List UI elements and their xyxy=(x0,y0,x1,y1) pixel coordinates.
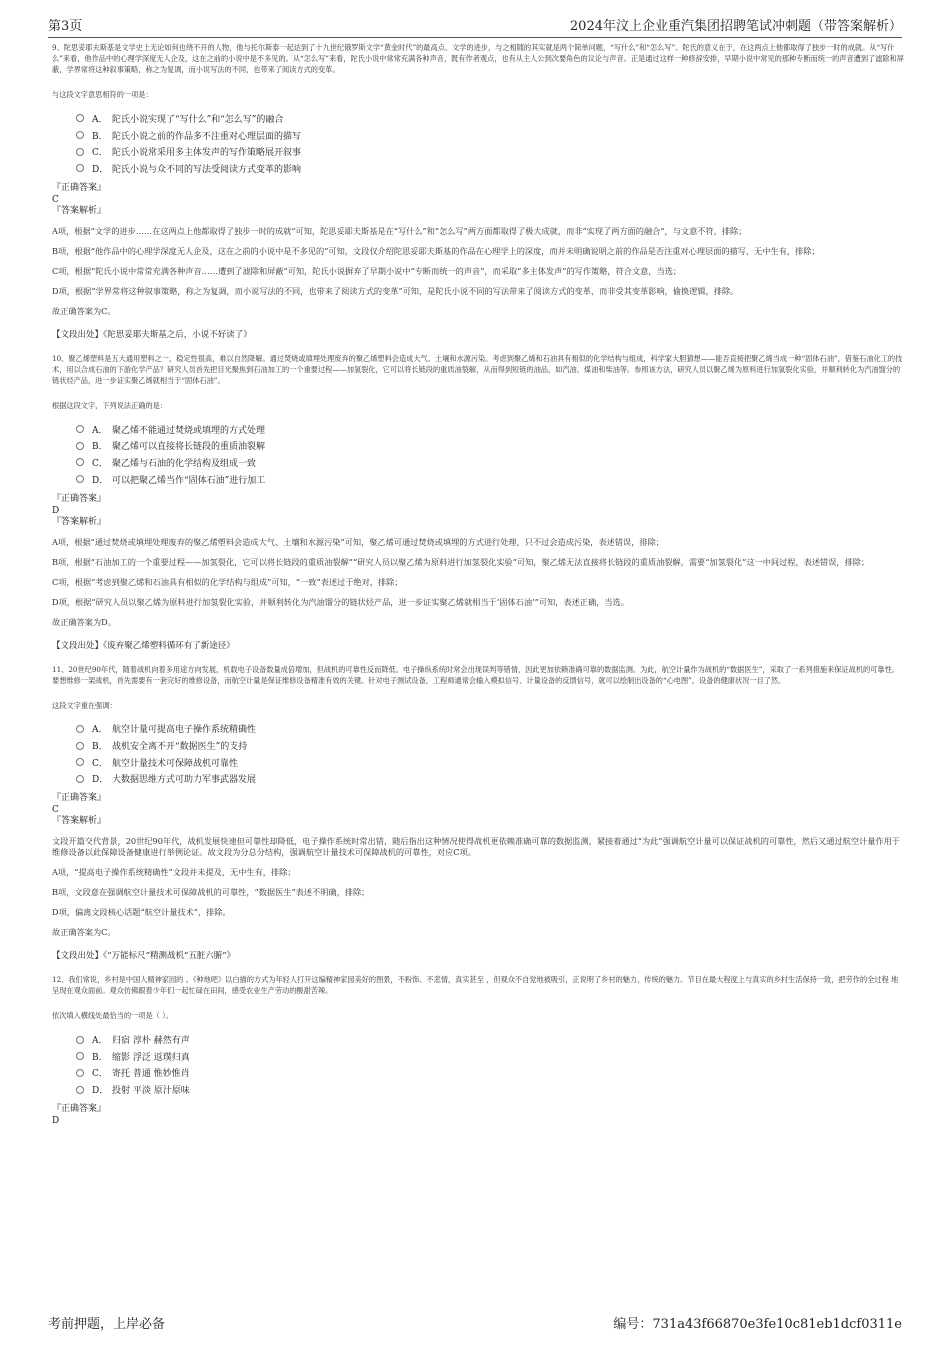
page-number: 第3页 xyxy=(48,19,83,34)
question-prompt: 与这段文字意思相符的一项是： xyxy=(52,90,153,99)
option-a[interactable]: A． 航空计量可提高电子操作系统精确性 xyxy=(76,721,905,738)
option-d[interactable]: D． 大数据思维方式可助力军事武器发展 xyxy=(76,771,905,788)
option-b[interactable]: B． 缩影 浮泛 返璞归真 xyxy=(76,1048,905,1065)
option-c[interactable]: C． 航空计量技术可保障战机可靠性 xyxy=(76,754,905,771)
question-10 xyxy=(52,353,905,652)
option-d[interactable]: D． 投射 平淡 原汁原味 xyxy=(76,1081,905,1098)
radio-icon[interactable] xyxy=(76,1069,84,1077)
explanation-line: B项，根据“石油加工的一个重要过程——加氢裂化，它可以将长链段的重质油裂解”“研究人员以聚乙烯为原料进行加氢裂化实验”可知，聚乙烯无法直接将长链段的重质油裂解，需要“加氢裂化”这一中间过程，表述错误，排除； xyxy=(52,556,870,567)
question-text: 10、聚乙烯塑料是五大通用塑料之一，稳定性很高，难以自然降解。通过焚烧或填埋处理废弃的聚乙烯塑料会造成大气、土壤和水源污染。考虑到聚乙烯和石油具有相似的化学结构与组成，科学家大胆猜想——能否直接把聚乙烯当成一种“固体石油”，借鉴石油化工的技术，用以合成石油的下游化学产品？研究人员首先把目光聚焦到石油加工的一个重要过程——加氢裂化，它可以将长链段的重质油裂解，从而得到短链的油品，如汽油、煤油和柴油等。参照该方法，研究人员以聚乙烯为原料进行加氢裂化实验，并顺利转化为汽油馏分的链状烃产品，进一步证实聚乙烯就相当于“固体石油”。 xyxy=(52,353,903,385)
option-list xyxy=(76,1031,905,1098)
radio-icon[interactable] xyxy=(76,758,84,766)
explanation-line: D项，偏离文段核心话题“航空计量技术”，排除。 xyxy=(52,907,231,918)
explanation-line: D项，根据“学界常将这种叙事策略，称之为复调，而小说写法的不同，也带来了阅读方式的变革”可知，是陀氏小说不同的写法带来了阅读方式的变革，而非受其变革影响，偷换逻辑，排除。 xyxy=(52,285,739,296)
radio-icon[interactable] xyxy=(76,1036,84,1044)
correct-answer-value: C xyxy=(52,805,59,816)
document-content xyxy=(52,42,905,1127)
option-d[interactable]: D． 陀氏小说与众不同的写法受阅读方式变革的影响 xyxy=(76,160,905,177)
radio-icon[interactable] xyxy=(76,164,84,172)
explanation-line: C项，根据“考虑到聚乙烯和石油具有相似的化学结构与组成”可知，“一致”表述过于绝对，排除； xyxy=(52,576,403,587)
option-c[interactable]: C． 陀氏小说常采用多主体发声的写作策略展开叙事 xyxy=(76,143,905,160)
explanation-line: C项，根据“陀氏小说中常常充满各种声音……遭到了滤除和屏蔽”可知，陀氏小说摒弃了早期小说中“专断而统一的声音”，而采取“多主体发声”的写作策略，符合文意，当选； xyxy=(52,265,682,276)
question-prompt: 依次填入横线处最恰当的一项是（ ）。 xyxy=(52,1011,173,1021)
option-b[interactable]: B． 聚乙烯可以直接将长链段的重质油裂解 xyxy=(76,437,905,454)
option-a[interactable]: A． 陀氏小说实现了“写什么”和“怎么写”的融合 xyxy=(76,110,905,127)
question-prompt: 根据这段文字，下列说法正确的是： xyxy=(52,400,168,410)
analysis-label: 『答案解析』 xyxy=(52,205,107,216)
document-code: 编号：731a43f66870e3fe10c81eb1dcf0311e xyxy=(613,1316,902,1332)
footer-slogan: 考前押题，上岸必备 xyxy=(48,1316,166,1332)
radio-icon[interactable] xyxy=(76,131,84,139)
option-a[interactable]: A． 归宿 淳朴 赫然有声 xyxy=(76,1031,905,1048)
option-list xyxy=(76,110,905,177)
source-citation: 【文段出处】《陀思妥耶夫斯基之后，小说不好读了》 xyxy=(52,329,252,340)
option-b[interactable]: B． 陀氏小说之前的作品多不注重对心理层面的描写 xyxy=(76,127,905,144)
radio-icon[interactable] xyxy=(76,725,84,733)
analysis-label: 『答案解析』 xyxy=(52,516,107,527)
question-prompt: 这段文字重在强调： xyxy=(52,700,117,710)
conclusion-line: 故正确答案为C。 xyxy=(52,927,116,938)
analysis-label: 『答案解析』 xyxy=(52,816,107,827)
option-list xyxy=(76,721,905,788)
question-12 xyxy=(52,974,905,1127)
source-citation: 【文段出处】《废弃聚乙烯塑料循环有了新途径》 xyxy=(52,640,235,651)
explanation-line: A项，“提高电子操作系统精确性”文段并未提及，无中生有，排除； xyxy=(52,867,296,878)
conclusion-line: 故正确答案为D。 xyxy=(52,616,116,627)
page-header xyxy=(48,10,902,38)
correct-answer-value: D xyxy=(52,1116,60,1126)
question-text: 12、我们常说，乡村是中国人精神家园的 。《种地吧》以白描的方式为年轻人打开这编精神家园美好的图景，不粉饰、不悲情，真实甚至 ，但观众不自觉地被吸引，正说明了乡村的魅力，传统的魅力。节目在最大程度上与真实的乡村生活保持一致，把劳作的全过程 地呈现在观众面前。观众仿佛跟着少年们一起忙碌在田间，感受农业生产劳动的酸甜苦辣。 xyxy=(52,975,899,996)
radio-icon[interactable] xyxy=(76,442,84,450)
option-c[interactable]: C． 聚乙烯与石油的化学结构及组成一致 xyxy=(76,454,905,471)
radio-icon[interactable] xyxy=(76,1052,84,1060)
radio-icon[interactable] xyxy=(76,458,84,466)
correct-answer-label: 『正确答案』 xyxy=(52,793,107,804)
correct-answer-label: 『正确答案』 xyxy=(52,493,107,504)
source-citation: 【文段出处】《“万能标尺”精测战机“五脏六腑”》 xyxy=(52,951,236,962)
explanation-line: B项，根据“他作品中的心理学深度无人企及，这在之前的小说中是不多见的”可知，文段仅介绍陀思妥耶夫斯基的作品在心理学上的深度，而并未明确说明之前的作品是否注重对心理层面的描写，无中生有，排除； xyxy=(52,245,820,256)
radio-icon[interactable] xyxy=(76,475,84,483)
option-d[interactable]: D． 可以把聚乙烯当作“固体石油”进行加工 xyxy=(76,471,905,488)
radio-icon[interactable] xyxy=(76,148,84,156)
radio-icon[interactable] xyxy=(76,114,84,122)
radio-icon[interactable] xyxy=(76,425,84,433)
radio-icon[interactable] xyxy=(76,775,84,783)
correct-answer-value: C xyxy=(52,194,59,205)
explanation-line: 文段开篇交代背景，20世纪90年代，战机发展快速但可靠性却降低，电子操作系统时常出错，随后指出这种情况使得战机更依赖准确可靠的数据监测，紧接着通过“为此”强调航空计量可以保证战机的可靠性，然后又通过航空计量作用于维修设备以此保障设备健康进行举例论证。故文段为分总分结构，强调航空计量技术可保障战机的可靠性，对应C项。 xyxy=(52,836,900,858)
correct-answer-label: 『正确答案』 xyxy=(52,1104,107,1114)
conclusion-line: 故正确答案为C。 xyxy=(52,305,116,316)
option-b[interactable]: B． 战机安全离不开“数据医生”的支持 xyxy=(76,737,905,754)
explanation-line: A项，根据“文学的进步……在这两点上他都取得了独步一时的成就”可知，陀思妥耶夫斯基是在“写什么”和“怎么写”两方面都取得了极大成就，而非“实现了两方面的融合”，与文意不符，排除； xyxy=(52,225,747,236)
page-footer xyxy=(48,1312,902,1332)
question-11 xyxy=(52,664,905,963)
correct-answer-value: D xyxy=(52,505,60,516)
document-title: 2024年汶上企业重汽集团招聘笔试冲刺题（带答案解析） xyxy=(569,19,902,34)
option-list xyxy=(76,421,905,488)
option-a[interactable]: A． 聚乙烯不能通过焚烧或填埋的方式处理 xyxy=(76,421,905,438)
explanation-line: B项，文段意在强调航空计量技术可保障战机的可靠性，“数据医生”表述不明确，排除； xyxy=(52,887,370,898)
explanation-line: A项，根据“通过焚烧或填埋处理废弃的聚乙烯塑料会造成大气、土壤和水源污染”可知，聚乙烯可通过焚烧或填埋的方式进行处理，只不过会造成污染，表述错误，排除； xyxy=(52,536,664,547)
explanation-line: D项，根据“研究人员以聚乙烯为原料进行加氢裂化实验，并顺利转化为汽油馏分的链状烃产品，进一步证实聚乙烯就相当于‘固体石油’”可知，表述正确，当选。 xyxy=(52,596,629,607)
correct-answer-label: 『正确答案』 xyxy=(52,182,107,193)
radio-icon[interactable] xyxy=(76,742,84,750)
option-c[interactable]: C． 寄托 普通 惟妙惟肖 xyxy=(76,1065,905,1082)
question-text: 11、20世纪90年代，随着战机向着多用途方向发展，机载电子设备数量成倍增加，但战机的可靠性反而降低。电子操纵系统时常会出现误判等错情，因此更加依赖准确可靠的数据监测。为此，航空计量作为战机的“数据医生”，采取了一系列措施来保证战机的可靠性。要想维修一架战机，首先需要有一套完好的维修设备，而航空计量是保证维修设备精准有效的关键。针对电子测试设备，工程师通常会输入模拟信号、计量设备的反馈信号，就可以绘制出设备的“心电图”，设备的健康状况一目了然。 xyxy=(52,664,899,685)
radio-icon[interactable] xyxy=(76,1086,84,1094)
question-text: 9、陀思妥耶夫斯基是文学史上无论如何也绕不开的人物，他与托尔斯泰一起达到了十九世纪俄罗斯文学“黄金时代”的最高点。文学的进步，与之相随的其实就是两个简单问题，“写什么”和“怎么写”。陀氏的意义在于，在这两点上他都取得了独步一时的成就。从“写什么”来看，他作品中的心理学深度无人企及，这在之前的小说中是不多见的。从“怎么写”来看，陀氏小说中常常充满各种声音，既有作者观点，也有从主人公到次要角色的议论与声音。正是通过这样一种修辞安排，早期小说中常见的那种专断而统一的声音遭到了滤除和屏蔽，学界常将这种叙事策略，称之为复调，而小说写法的不同，也带来了阅读方式的变革。 xyxy=(52,43,904,74)
question-9 xyxy=(52,42,905,341)
